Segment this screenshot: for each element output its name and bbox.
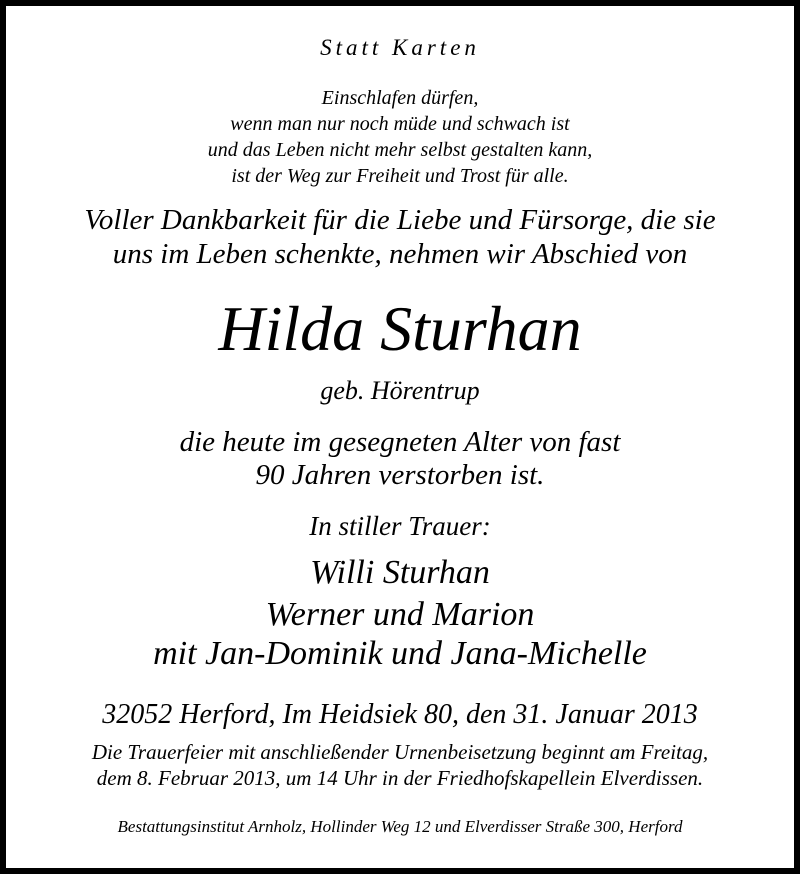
age-line-1: die heute im gesegneten Alter von fast — [179, 426, 621, 458]
funeral-home: Bestattungsinstitut Arnholz, Hollinder Weg 12 und Elverdisser Straße 300, Herford — [117, 817, 683, 836]
mourner-line-2: Werner und Marion — [265, 596, 535, 633]
poem-line-1: Einschlafen dürfen, — [321, 87, 479, 109]
mourning-label: In stiller Trauer: — [309, 511, 491, 541]
intro-line-2: uns im Leben schenkte, nehmen wir Abschied von — [112, 238, 688, 270]
service-line-1: Die Trauerfeier mit anschließender Urnenbeisetzung beginnt am Freitag, — [91, 740, 709, 764]
deceased-name: Hilda Sturhan — [218, 293, 582, 364]
service-line-2: dem 8. Februar 2013, um 14 Uhr in der Friedhofskapellein Elverdissen. — [96, 766, 704, 790]
poem-line-4: ist der Weg zur Freiheit und Trost für alle. — [231, 165, 569, 187]
mourner-line-1: Willi Sturhan — [310, 554, 490, 591]
mourner-line-3: mit Jan-Dominik und Jana-Michelle — [153, 635, 647, 672]
intro-line-1: Voller Dankbarkeit für die Liebe und Fürsorge, die sie — [84, 204, 716, 236]
maiden-name: geb. Hörentrup — [320, 376, 480, 405]
place-date: 32052 Herford, Im Heidsiek 80, den 31. Januar 2013 — [102, 699, 698, 730]
poem-line-2: wenn man nur noch müde und schwach ist — [230, 113, 570, 135]
poem-line-3: und das Leben nicht mehr selbst gestalten kann, — [207, 139, 593, 161]
notice-header: Statt Karten — [320, 35, 480, 60]
age-line-2: 90 Jahren verstorben ist. — [255, 459, 545, 491]
